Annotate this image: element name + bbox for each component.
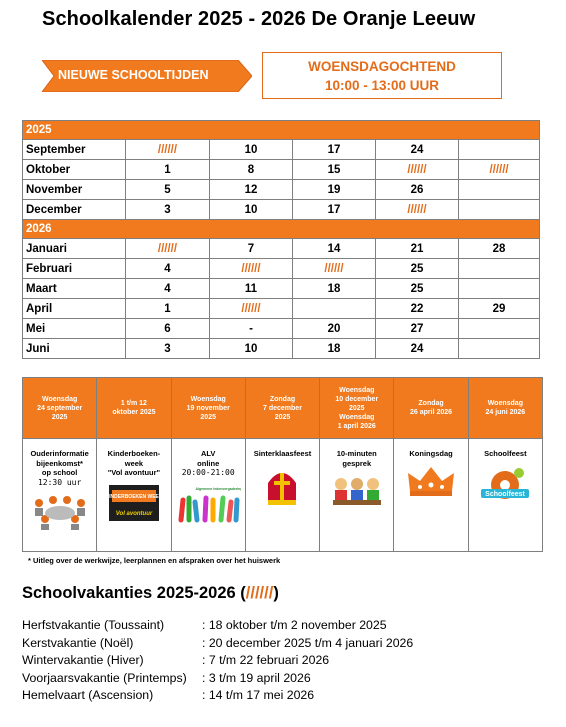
calendar-row: [23, 319, 540, 339]
hands-logo: [172, 484, 245, 527]
date-cell: 5: [126, 180, 210, 200]
vacation-dates: : 14 t/m 17 mei 2026: [202, 688, 315, 702]
svg-text:Schoolfeest: Schoolfeest: [485, 490, 526, 498]
date-cell: 29: [459, 299, 540, 319]
month-label: April: [23, 299, 126, 319]
date-cell: 10: [210, 339, 293, 359]
date-cell: 28: [459, 239, 540, 259]
date-cell: 1: [126, 160, 210, 180]
calendar-row: [23, 200, 540, 220]
vacation-dates: : 7 t/m 22 februari 2026: [202, 653, 330, 667]
vacation-name: Herfstvakantie (Toussaint): [22, 618, 165, 632]
date-cell: //////: [210, 259, 293, 279]
vacation-item: [22, 653, 330, 667]
month-label: Oktober: [23, 160, 126, 180]
date-cell: //////: [126, 239, 210, 259]
event-date-line: 24 juni 2026: [485, 409, 526, 416]
calendar-row: [23, 299, 540, 319]
event-text-line: online: [197, 458, 220, 468]
date-cell: 24: [376, 339, 459, 359]
vacation-hatch: //////: [245, 584, 274, 602]
event-date-line: 2025: [200, 413, 216, 421]
date-cell: //////: [459, 160, 540, 180]
date-cell: 7: [210, 239, 293, 259]
date-cell: [459, 259, 540, 279]
date-cell: 10: [210, 200, 293, 220]
event-text-line: Koningsdag: [409, 449, 453, 458]
date-cell: //////: [210, 299, 293, 319]
book-week-logo: [97, 484, 170, 525]
event-text-line: ALV: [200, 449, 216, 458]
vacation-item: [22, 635, 414, 650]
crown-icon: [394, 465, 467, 500]
month-label: September: [23, 140, 126, 160]
event-text-line: "Vol avontuur": [107, 468, 161, 477]
vacation-name: Voorjaarsvakantie (Printemps): [22, 670, 187, 685]
event-text-line: 10-minuten: [336, 449, 377, 458]
svg-text:Vol avontuur: Vol avontuur: [115, 510, 153, 517]
event-text-line: gesprek: [342, 458, 372, 468]
date-cell: //////: [126, 140, 210, 160]
event-date-line: 2025: [274, 413, 291, 421]
date-cell: 24: [376, 140, 459, 160]
vacation-dates: : 18 oktober t/m 2 november 2025: [202, 618, 387, 632]
event-date: [23, 378, 97, 439]
event-description: [245, 439, 319, 552]
vacation-item: [22, 618, 387, 632]
event-date-line: 24 september: [37, 404, 83, 412]
school-time-box: [262, 52, 502, 99]
date-cell: 21: [376, 239, 459, 259]
event-date-line: 2025: [348, 404, 365, 412]
event-text-line: 12:30 uur: [37, 477, 82, 487]
year-header: 2026: [23, 220, 540, 239]
month-label: Juni: [23, 339, 126, 359]
date-cell: //////: [376, 160, 459, 180]
vacation-name: Hemelvaart (Ascension): [22, 688, 154, 702]
event-text-line: Ouderinformatie: [30, 449, 89, 458]
calendar-row: [23, 279, 540, 299]
event-date: [394, 378, 468, 439]
event-date-line: 1 april 2026: [337, 422, 376, 430]
conversation-icon: [320, 474, 393, 509]
date-cell: [459, 339, 540, 359]
event-text-line: Kinderboeken-: [107, 449, 161, 458]
date-cell: [459, 140, 540, 160]
time-title: WOENSDAGOCHTEND: [308, 59, 456, 74]
vacation-dates: : 3 t/m 19 april 2026: [202, 670, 311, 685]
calendar-row: [23, 239, 540, 259]
calendar-row: [23, 339, 540, 359]
event-text-line: week: [124, 458, 144, 468]
month-label: Mei: [23, 319, 126, 339]
date-cell: [459, 180, 540, 200]
event-description: [97, 439, 171, 552]
date-cell: 6: [126, 319, 210, 339]
date-cell: [459, 319, 540, 339]
vacation-name: Kerstvakantie (Noël): [22, 635, 134, 650]
calendar-row: [23, 180, 540, 200]
month-label: Maart: [23, 279, 126, 299]
event-date-line: Woensdag: [487, 400, 523, 407]
event-description: [468, 439, 542, 552]
date-cell: 3: [126, 339, 210, 359]
event-text-line: bijeenkomst*: [36, 458, 83, 468]
event-date-line: oktober 2025: [112, 409, 156, 416]
calendar-row: [23, 160, 540, 180]
vacation-dates: : 20 december 2025 t/m 4 januari 2026: [202, 635, 414, 650]
event-description: [23, 439, 97, 552]
event-date-line: Zondag: [418, 400, 444, 407]
svg-text:Algemene ledenvergadering: Algemene ledenvergadering: [195, 486, 242, 491]
date-cell: 3: [126, 200, 210, 220]
page-title: Schoolkalender 2025 - 2026 De Oranje Leeuw: [42, 8, 476, 30]
date-cell: 12: [210, 180, 293, 200]
date-cell: [459, 279, 540, 299]
event-date-line: Woensdag: [339, 413, 375, 421]
date-cell: 4: [126, 279, 210, 299]
event-date-line: 26 april 2026: [410, 409, 453, 416]
date-cell: 18: [293, 279, 376, 299]
date-cell: 15: [293, 160, 376, 180]
schoolfeest-logo: [469, 465, 542, 508]
date-cell: 4: [126, 259, 210, 279]
year-header: 2025: [23, 121, 540, 140]
vacation-name: Wintervakantie (Hiver): [22, 653, 144, 667]
mitre-icon: [246, 465, 319, 512]
date-cell: //////: [376, 200, 459, 220]
date-cell: 17: [293, 200, 376, 220]
event-date-line: Zondag: [269, 395, 296, 403]
vacation-item: [22, 688, 315, 702]
events-table: [22, 377, 543, 552]
date-cell: [293, 299, 376, 319]
event-date-line: Woensdag: [190, 395, 226, 403]
svg-text:KINDERBOEKEN WEEK: KINDERBOEKEN WEEK: [107, 493, 160, 500]
date-cell: 25: [376, 279, 459, 299]
event-text-line: Sinterklaasfeest: [253, 449, 312, 458]
date-cell: 1: [126, 299, 210, 319]
date-cell: -: [210, 319, 293, 339]
date-cell: 25: [376, 259, 459, 279]
event-text-line: 20:00-21:00: [181, 468, 235, 477]
date-cell: 22: [376, 299, 459, 319]
time-range: 10:00 - 13:00 UUR: [324, 78, 440, 93]
date-cell: 10: [210, 140, 293, 160]
date-cell: 26: [376, 180, 459, 200]
event-date-line: 19 november: [186, 404, 230, 412]
school-calendar-table: [22, 120, 540, 359]
date-cell: 27: [376, 319, 459, 339]
date-cell: 18: [293, 339, 376, 359]
date-cell: 11: [210, 279, 293, 299]
event-date-line: 7 december: [263, 404, 302, 412]
banner-label: NIEUWE SCHOOLTIJDEN: [58, 68, 209, 82]
date-cell: 17: [293, 140, 376, 160]
event-date: [245, 378, 319, 439]
footnote: * Uitleg over de werkwijze, leerplannen en afspraken over het huiswerk: [28, 556, 281, 565]
vacation-item: [22, 670, 311, 685]
event-date: [320, 378, 394, 439]
event-description: [320, 439, 394, 552]
date-cell: 14: [293, 239, 376, 259]
event-text-line: op school: [41, 468, 78, 477]
date-cell: [459, 200, 540, 220]
people-meeting-icon: [23, 493, 96, 534]
event-date-line: 1 t/m 12: [120, 400, 147, 407]
event-date: [171, 378, 245, 439]
date-cell: 19: [293, 180, 376, 200]
event-text-line: Schoolfeest: [484, 449, 527, 458]
month-label: Februari: [23, 259, 126, 279]
month-label: Januari: [23, 239, 126, 259]
date-cell: 20: [293, 319, 376, 339]
event-description: [394, 439, 468, 552]
month-label: December: [23, 200, 126, 220]
event-date: [97, 378, 171, 439]
event-description: [171, 439, 245, 552]
vacations-heading: Schoolvakanties 2025-2026 (//////): [22, 584, 279, 602]
event-date: [468, 378, 542, 439]
calendar-row: [23, 259, 540, 279]
month-label: November: [23, 180, 126, 200]
event-date-line: Woensdag: [42, 395, 78, 403]
event-date-line: Woensdag: [339, 386, 375, 394]
event-date-line: 10 december: [335, 395, 379, 403]
event-date-line: 2025: [51, 413, 68, 421]
date-cell: //////: [293, 259, 376, 279]
calendar-row: [23, 140, 540, 160]
date-cell: 8: [210, 160, 293, 180]
